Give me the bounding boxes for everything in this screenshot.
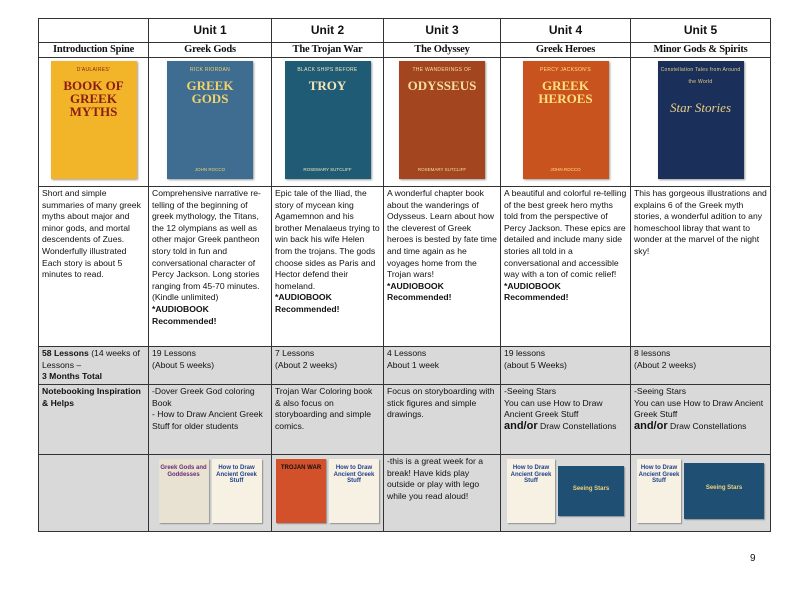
lessons-unit-5-weeks: (About 2 weeks) [634, 359, 697, 370]
and-or-label: and/or [634, 419, 668, 432]
description-unit-5: This has gorgeous illustrations and explains 6 of the Greek myth stories, a wonderful adition to any homeschool libray that want to wonder at the marvel of the night sky! [634, 188, 767, 256]
seeing-stars-thumb: Seeing Stars [558, 466, 624, 516]
how-to-draw-greek-stuff-thumb: How to Draw Ancient Greek Stuff [507, 459, 555, 523]
lessons-unit-4-count: 19 lessons [504, 348, 546, 358]
book-cover-odysseus: THE WANDERINGS OF ODYSSEUS ROSEMARY SUTCLIFF [399, 61, 485, 179]
notebooking-row [39, 385, 771, 455]
greek-gods-coloring-book-thumb: Greek Gods and Goddesses [159, 459, 209, 523]
lessons-unit-3-weeks: About 1 week [387, 359, 440, 370]
lessons-unit-1-weeks: (About 5 weeks) [152, 359, 215, 370]
title-intro: Introduction Spine [39, 43, 149, 58]
title-unit-1: Greek Gods [149, 43, 272, 58]
title-unit-3: The Odyssey [384, 43, 501, 58]
notebooking-unit-1: -Dover Greek God coloring Book - How to Draw Ancient Greek Stuff for older students [149, 385, 272, 455]
audiobook-note: *AUDIOBOOK Recommended! [387, 280, 452, 303]
book-title-row [39, 43, 771, 58]
lessons-unit-2-count: 7 Lessons [275, 348, 315, 358]
header-unit-1: Unit 1 [149, 19, 272, 43]
book-cover-troy: BLACK SHIPS BEFORE TROY ROSEMARY SUTCLIFF [285, 61, 371, 179]
curriculum-table [38, 18, 771, 532]
notebooking-unit-4: -Seeing Stars You can use How to Draw Ancient Greek Stuff [504, 386, 603, 420]
how-to-draw-greek-stuff-thumb: How to Draw Ancient Greek Stuff [212, 459, 262, 523]
notebooking-unit-2: Trojan War Coloring book & also focus on storyboarding and simple comics. [272, 385, 384, 455]
and-or-label: and/or [504, 419, 538, 432]
book-cover-greek-heroes: PERCY JACKSON'S GREEK HEROES JOHN ROCCO [523, 61, 609, 179]
lessons-unit-4-weeks: (about 5 Weeks) [504, 359, 567, 370]
notebooking-unit-3: Focus on storyboarding with stick figures and simple drawings. [384, 385, 501, 455]
seeing-stars-thumb: Seeing Stars [684, 463, 764, 519]
description-unit-1: Comprehensive narrative re-telling of the beginning of greek mythology, the Titans, the 12 olympians as well as other major Greek pantheon story told in fun and conversational character of Percy Jackson. Long stories ranging from 45-70 minutes. (Kindle unlimited) [152, 188, 261, 303]
how-to-draw-greek-stuff-thumb: How to Draw Ancient Greek Stuff [637, 459, 681, 523]
title-unit-5: Minor Gods & Spirits [631, 43, 771, 58]
how-to-draw-greek-stuff-thumb: How to Draw Ancient Greek Stuff [329, 459, 379, 523]
trojan-war-coloring-book-thumb: TROJAN WAR [276, 459, 326, 523]
lessons-unit-1-count: 19 Lessons [152, 348, 196, 358]
audiobook-note: *AUDIOBOOK Recommended! [152, 303, 217, 326]
book-cover-star-stories: Constellation Tales from Around the World Star Stories [658, 61, 744, 179]
draw-constellations: Draw Constellations [537, 420, 617, 431]
header-unit-3: Unit 3 [384, 19, 501, 43]
title-unit-2: The Trojan War [272, 43, 384, 58]
description-unit-3: A wonderful chapter book about the wanderings of Odysseus. Learn about how the cleverest of Greek heroes is bested by fate time and time again as he voyages home from the Trojan wars! [387, 188, 497, 280]
notebooking-unit-5: -Seeing Stars You can use How to Draw Ancient Greek Stuff [634, 386, 764, 420]
cover-row [39, 58, 771, 187]
header-empty-cell [39, 19, 149, 43]
page-number: 9 [750, 553, 756, 564]
lessons-total-months: 3 Months Total [42, 371, 102, 382]
break-week-note: -this is a great week for a break! Have kids play outside or play with lego while you read aloud! [384, 455, 501, 532]
lessons-total-detail: (14 weeks of Lessons – [42, 348, 140, 370]
lessons-total: 58 Lessons [42, 348, 89, 358]
description-row [39, 187, 771, 347]
lessons-unit-2-weeks: (About 2 weeks) [275, 359, 338, 370]
audiobook-note: *AUDIOBOOK Recommended! [275, 292, 340, 314]
notebooking-label: Notebooking Inspiration & Helps [39, 385, 149, 455]
book-cover-daulaires: D'AULAIRES' BOOK OF GREEK MYTHS [51, 61, 137, 179]
description-unit-2: Epic tale of the Iliad, the story of mycean king Agamemnon and his brother Menalaeus trying to win back his wife Helen from the trojans. The gods choose sides as Paris and Hector defend their homeland. [275, 188, 380, 291]
draw-constellations: Draw Constellations [667, 420, 747, 431]
description-intro: Short and simple summaries of many greek myths about major and minor gods, and mortal descendents of Zues. Wonderfully illustrated Each story is about 5 minutes to read. [42, 188, 141, 280]
title-unit-4: Greek Heroes [501, 43, 631, 58]
resource-images-row [39, 455, 771, 532]
lessons-row [39, 347, 771, 385]
unit-header-row [39, 19, 771, 43]
audiobook-note: *AUDIOBOOK Recommended! [504, 280, 569, 303]
header-unit-4: Unit 4 [501, 19, 631, 43]
description-unit-4: A beautiful and colorful re-telling of the best greek hero myths told from the perspective of Percy Jackson. These epics are detailed and include many side stories all told in a conversational and accessible way with a ton of comic relief! [504, 188, 627, 280]
lessons-unit-5-count: 8 lessons [634, 348, 671, 358]
header-unit-5: Unit 5 [631, 19, 771, 43]
header-unit-2: Unit 2 [272, 19, 384, 43]
lessons-unit-3-count: 4 Lessons [387, 348, 427, 358]
book-cover-greek-gods: RICK RIORDAN GREEK GODS JOHN ROCCO [167, 61, 253, 179]
